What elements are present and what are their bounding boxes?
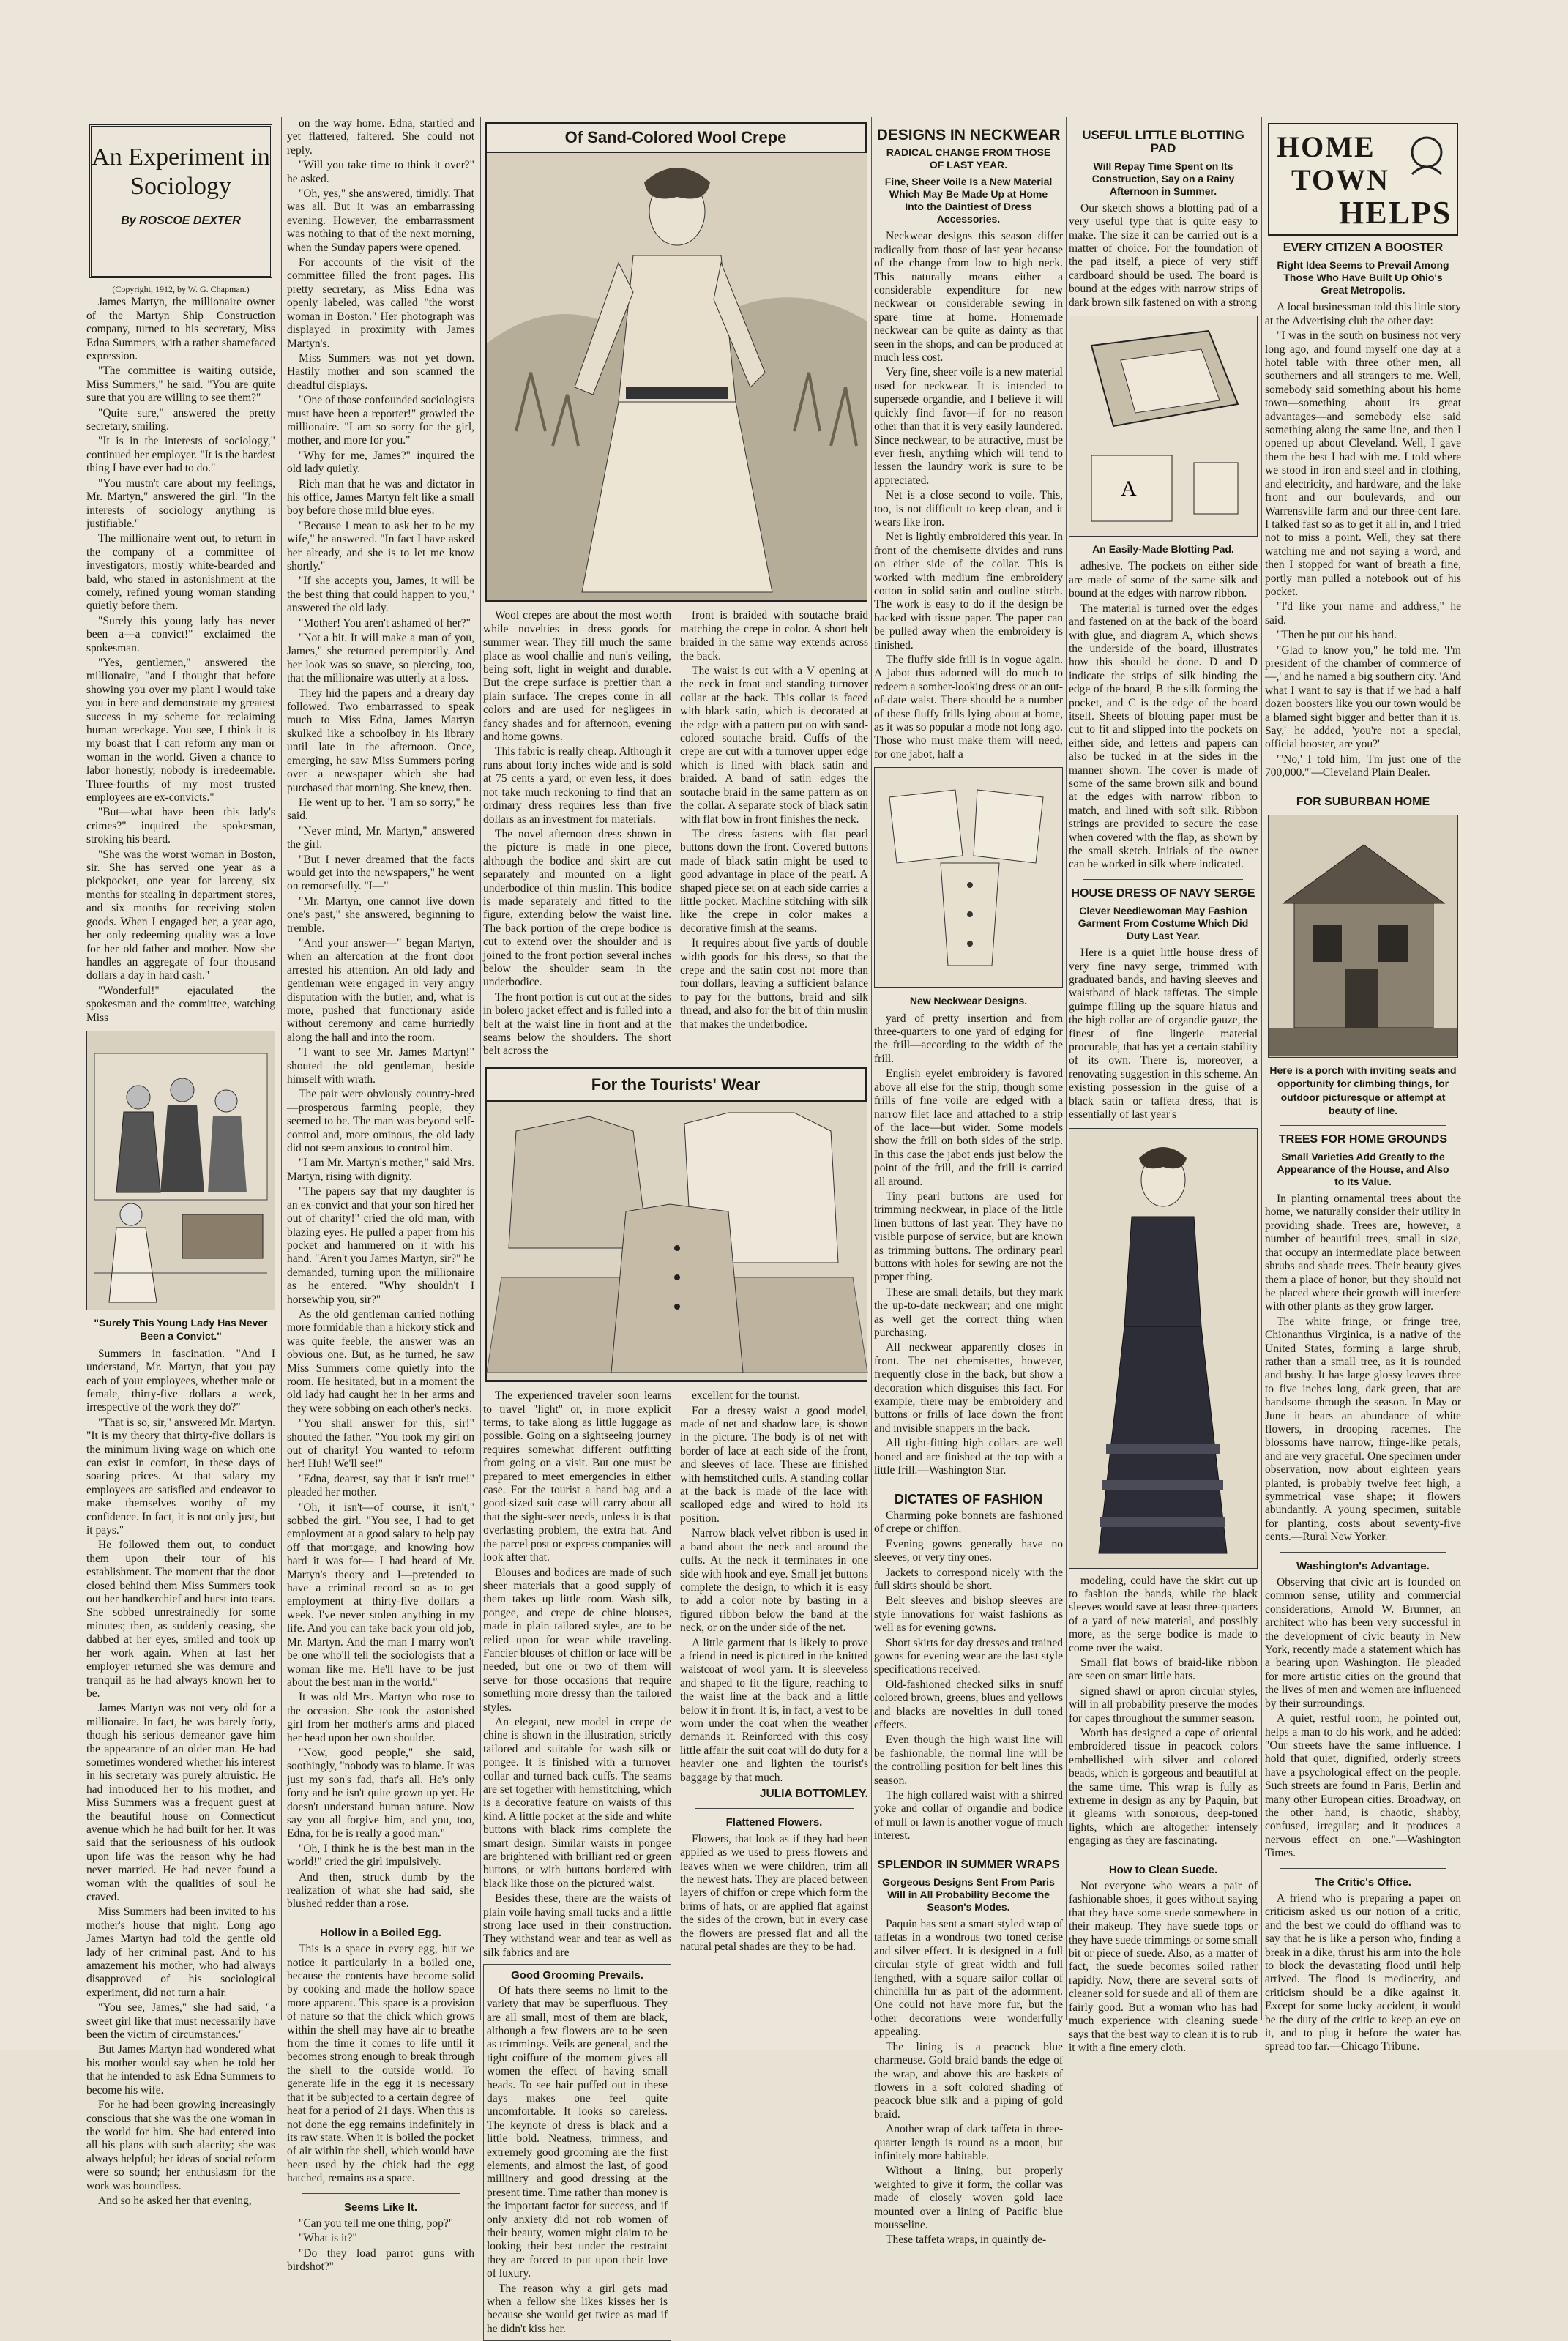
paragraph: All tight-fitting high collars are well boned and are finished at the top with a little frill.—Washington Star. xyxy=(874,1437,1063,1477)
home-town-helps-masthead xyxy=(1268,123,1458,236)
paragraph: Besides these, there are the waists of plain voile having small tucks and a little strong lace used in their construction. They withstand wear and tear as well as silk fabrics and are xyxy=(483,1892,671,1959)
booster-subheading: Right Idea Seems to Prevail Among Those Who Have Built Up Ohio's Great Metropolis. xyxy=(1277,259,1449,296)
paragraph: "Do they load parrot guns with birdshot?" xyxy=(287,2247,474,2274)
paragraph: For a dressy waist a good model, made of net and shadow lace, is shown in the picture. The body is of net with border of lace at each side of the front, and sleeves of lace. These are finished with hemstitched cuffs. A standing collar at the back is made of the lace with scalloped edge and wired to hold its position. xyxy=(680,1404,868,1525)
paragraph: Even though the high waist line will be fashionable, the normal line will be the controlling position for belt lines this season. xyxy=(874,1733,1063,1787)
paragraph: "But I never dreamed that the facts would get into the newspapers," he went on remorsefully. "I—" xyxy=(287,853,474,893)
paragraph: "It is in the interests of sociology," continued her employer. "It is the hardest thing I have ever had to do." xyxy=(86,435,275,475)
paragraph: "Oh, I think he is the best man in the world!" cried the girl impulsively. xyxy=(287,1842,474,1869)
paragraph: The white fringe, or fringe tree, Chionanthus Virginica, is a native of the United States, forming a large shrub, rather than a small tree, as it is rounded and bushy. It has large glossy leaves three to five inches long, dark green, that are handsome through the season. In May or June it bears an abundance of white flowers, in drooping racemes. The blossoms have narrow, fringe-like petals, and are very graceful. One specimen under observation, now about eighteen years planted, is probably twelve feet high, a symmetrical vase shape; it flowers abundantly. A young specimen, suitable for planting, costs about seventy-five cents.—Rural New Yorker. xyxy=(1265,1315,1461,1544)
paragraph: It requires about five yards of double width goods for this dress, so that the crepe and the satin cost not more than four dollars, leaving a sufficient balance to pay for the buttons, braid and silk thread, and also for the bit of thin muslin that makes the underbodice. xyxy=(680,937,868,1031)
paragraph: "Surely this young lady has never been a—a convict!" exclaimed the spokesman. xyxy=(86,614,275,654)
column-rule xyxy=(1261,117,1262,2020)
suburban-house-illustration xyxy=(1268,815,1458,1058)
paragraph: Blouses and bodices are made of such sheer materials that a good supply of them takes up little room. Wash silk, pongee, and crepe de chine blouses, made in plain tailored styles, are to be relied upon for wear while traveling. Fancier blouses of chiffon or lace will be needed, but one or two of them will serve for those occasions that require something more dressy than the tailored styles. xyxy=(483,1566,671,1714)
story-illustration xyxy=(86,1031,275,1310)
paragraph: The waist is cut with a V opening at the neck in front and standing turnover collar at the back. This collar is faced with black satin, which is decorated at the edge with a pattern put on with sand-colored soutache braid. Cuffs of the crepe are cut with a turnover upper edge which is lined with black satin and braided. A band of satin edges the soutache braid in the same pattern as on the collar. A separate stock of black satin with flat bow in front finishes the neck. xyxy=(680,665,868,826)
column-sociology-story xyxy=(86,117,275,2207)
column-rule xyxy=(1066,117,1067,2020)
fashion-author: JULIA BOTTOMLEY. xyxy=(759,1788,868,1800)
divider xyxy=(1280,1868,1446,1869)
paragraph: The lining is a peacock blue charmeuse. Gold braid bands the edge of the wrap, and above this are baskets of flowers in a soft colored shading of peacock blue silk and a piping of gold braid. xyxy=(874,2040,1063,2121)
svg-text:A: A xyxy=(1121,477,1137,501)
paragraph: The fluffy side frill is in vogue again. A jabot thus adorned will do much to redeem a somber-looking dress or an out-of-date waist. There should be a number of these fluffy frills lying about at home, as it was so popular a mode not long ago. Those who must make them will need, for one jabot, half a xyxy=(874,654,1063,761)
paragraph: "Not a bit. It will make a man of you, James," she returned peremptorily. And her look was so suave, so piercing, too, that the millionaire was utterly at a loss. xyxy=(287,632,474,685)
seems-heading: Seems Like It. xyxy=(343,2200,418,2214)
paragraph: "She was the worst woman in Boston, sir. She has served one year as a pickpocket, one year for larceny, six months for stealing in department stores, and six months for receiving stolen goods. When I engaged her, a year ago, her only redeeming quality was a love for her old father and mother. Now she handles an aggregate of four thousand dollars a day in hard cash." xyxy=(86,848,275,982)
paragraph: He followed them out, to conduct them upon their tour of his establishment. The moment that the door closed behind them Miss Summers took out her handkerchief and burst into tears. She sobbed unrestrainedly for some minutes; then, as suddenly ceasing, she dabbed at her eyes, smiled and took up her work again. When at last her employer returned she was demure and tranquil as he had always known her to be. xyxy=(86,1539,275,1700)
paragraph: Net is lightly embroidered this year. In front of the chemisette divides and runs on either side of the collar. This is worked with medium fine embroidery cotton in solid satin and outline stitch. The work is easy to do if the design be backed with tissue paper. The paper can be pulled away when the embroidery is finished. xyxy=(874,531,1063,651)
tourist-heading: For the Tourists' Wear xyxy=(487,1069,865,1102)
paragraph: "Quite sure," answered the pretty secretary, smiling. xyxy=(86,406,275,433)
paragraph: adhesive. The pockets on either side are made of some of the same silk and bound at the edges with narrow ribbon. xyxy=(1069,560,1258,600)
blotting-subheading: Will Repay Time Spent on Its Construction, Say on a Rainy Afternoon in Summer. xyxy=(1091,160,1235,197)
wraps-subheading: Gorgeous Designs Sent From Paris Will in All Probability Become the Season's Modes. xyxy=(882,1876,1055,1914)
paragraph: Charming poke bonnets are fashioned of crepe or chiffon. xyxy=(874,1509,1063,1536)
blotting-caption: An Easily-Made Blotting Pad. xyxy=(1092,543,1234,556)
paragraph: Net is a close second to voile. This, too, is not difficult to keep clean, and it wears like iron. xyxy=(874,489,1063,529)
paragraph: "Why for me, James?" inquired the old lady quietly. xyxy=(287,449,474,476)
paragraph: "Mr. Martyn, one cannot live down one's past," she answered, beginning to tremble. xyxy=(287,895,474,935)
paragraph: "That is so, sir," answered Mr. Martyn. "It is my theory that thirty-five dollars is the minimum living wage on which one can exist in comfort, in these days of soaring prices. At that salary my employees are satisfied and endeavor to make themselves worthy of my confidence. In fact, it is not only just, but it pays." xyxy=(86,1416,275,1537)
paragraph: "The committee is waiting outside, Miss Summers," he said. "You are quite sure that you are willing to see them?" xyxy=(86,365,275,405)
paragraph: He went up to her. "I am so sorry," he said. xyxy=(287,796,474,823)
story-title-box xyxy=(89,124,272,278)
paragraph: It was old Mrs. Martyn who rose to the occasion. She took the astonished girl from her mother's arms and placed her head upon her own shoulder. xyxy=(287,1691,474,1744)
tourist-text xyxy=(483,1389,868,2341)
suburban-heading: FOR SUBURBAN HOME xyxy=(1296,795,1430,808)
paragraph: And so he asked her that evening, xyxy=(98,2194,252,2207)
critic-heading: The Critic's Office. xyxy=(1315,1875,1411,1889)
wool-text-left xyxy=(483,609,671,1059)
column-rule xyxy=(480,117,481,2020)
paragraph: Miss Summers had been invited to his mother's house that night. Long ago James Martyn had told the gentle old lady of her criminal past. And to his amazement his mother, who had always disapproved of his sociological experiment, did not turn a hair. xyxy=(86,1905,275,1999)
column-rule xyxy=(281,117,282,2020)
paragraph: "I am Mr. Martyn's mother," said Mrs. Martyn, rising with dignity. xyxy=(287,1157,474,1183)
grooming-heading: Good Grooming Prevails. xyxy=(511,1969,643,1982)
paragraph: The reason why a girl gets mad when a fellow she likes kisses her is because she would get twice as mad if he didn't kiss her. xyxy=(487,2282,668,2335)
navy-dress-illustration xyxy=(1069,1128,1258,1569)
dictates-heading: DICTATES OF FASHION xyxy=(894,1492,1043,1507)
illustration-caption: "Surely This Young Lady Has Never Been a Convict." xyxy=(94,1316,268,1343)
wool-crepe-feature xyxy=(485,122,867,602)
divider xyxy=(695,1808,854,1809)
story-copyright: (Copyright, 1912, by W. G. Chapman.) xyxy=(112,284,250,294)
divider xyxy=(1083,879,1243,880)
paragraph: "Wonderful!" ejaculated the spokesman and the committee, watching Miss xyxy=(86,984,275,1024)
column-neckwear xyxy=(874,117,1063,2247)
tourist-feature xyxy=(485,1067,867,1382)
paragraph: Observing that civic art is founded on common sense, utility and commercial considerations, Arnold W. Brunner, an architect who has been very successful in the development of civic beauty in New York, recently made a statement which has a bearing upon Washington. He pleaded for more artistic cities on the ground that the lives of men and women are influenced by their surroundings. xyxy=(1265,1576,1461,1710)
column-sociology-continued xyxy=(287,117,474,2274)
paragraph: Without a lining, but properly weighted to give it form, the collar was made of closely woven gold lace mounted over a lining of Pacific blue mousseline. xyxy=(874,2165,1063,2231)
tourist-illustration xyxy=(487,1102,865,1380)
suede-heading: How to Clean Suede. xyxy=(1108,1863,1218,1876)
paragraph: This fabric is really cheap. Although it runs about forty inches wide and is sold at 75 cents a yard, or even less, it does not take much reckoning to find that an ordinary dress requires less than five dollars as an investment for materials. xyxy=(483,745,671,826)
neckwear-caption: New Neckwear Designs. xyxy=(909,995,1028,1007)
blotting-illustration xyxy=(1069,316,1258,537)
paragraph: "Glad to know you," he told me. 'I'm president of the chamber of commerce of —,' and he named a big southern city. 'And what I want to say is that if we had a half dozen boosters like you our town would be a blamed sight bigger and better than it is. Say,' he added, 'you're not a special, official booster, are you?' xyxy=(1265,643,1461,751)
paragraph: A quiet, restful room, he pointed out, helps a man to do his work, and he added: "Our streets have the same influence. I hold that quiet, dignified, orderly streets have a psychological effect on the people. Such streets are found in Paris, Berlin and many other European cities. Broadway, on the other hand, is chaotic, shabby, confused, irregular; and it produces a nervous effect on one."—Washington Times. xyxy=(1265,1712,1461,1860)
ornament-icon xyxy=(1397,130,1456,189)
paragraph: yard of pretty insertion and from three-quarters to one yard of edging for the frill—according to the width of the frill. xyxy=(874,1012,1063,1065)
column-blotting-pad xyxy=(1069,117,1258,2054)
paragraph: "But—what have been this lady's crimes?" inquired the spokesman, stroking his beard. xyxy=(86,806,275,846)
paragraph: The experienced traveler soon learns to travel "light" or, in more explicit terms, to take along as little luggage as possible. Going on a sightseeing journey requires somewhat different outfitting from going on a visit. But one must be prepared to meet emergencies in either case. For the tourist a hand bag and a good-sized suit case will carry about all that the sight-seer needs, unless it is that overlasting problem, the extra hat. And the parcel post or express companies will look after that. xyxy=(483,1389,671,1564)
paragraph: All neckwear apparently closes in front. The net chemisettes, however, frequently close in the back, but show a decoration which disguises this fact. For example, there may be embroidery and buttons or frills of lace down the front and invisible snappers in the back. xyxy=(874,1341,1063,1435)
paragraph: "I'd like your name and address," he said. xyxy=(1265,600,1461,627)
wool-crepe-illustration xyxy=(487,153,865,600)
paragraph: Of hats there seems no limit to the variety that may be superfluous. They are all small, most of them are black, although a few flowers are to be seen as trimmings. Veils are general, and the tight coiffure of the moment gives all women the effect of having small heads. To see hair puffed out in these days makes one feel quite uncomfortable. It looks so careless. The keynote of dress is black and a little bold. Neatness, trimness, and extremely good grooming are the first elements, and almost the last, of good millinery and good dressing at the present time. Time rather than money is the important factor for success, and if only anxiety did not rob women of their beauty, women might claim to be looking their best under the restraint they are forced to put upon their love of luxury. xyxy=(487,1984,668,2280)
paragraph: In planting ornamental trees about the home, we naturally consider their utility in providing shade. Trees are, however, a number of beautiful trees, small in size, that occupy an intermediate place between shrubs and shade trees. Their beauty gives them a place of honor, but they should not be placed where their growth will interfere with other plants as they grow larger. xyxy=(1265,1192,1461,1313)
tourist-text-right xyxy=(680,1389,868,2341)
egg-heading: Hollow in a Boiled Egg. xyxy=(320,1926,441,1939)
paragraph: "Edna, dearest, say that it isn't true!" pleaded her mother. xyxy=(287,1472,474,1499)
paragraph: An elegant, new model in crepe de chine is shown in the illustration, strictly tailored and suitable for wash silk or pongee. It is finished with a turnover collar and turned back cuffs. The seams are set together with hemstitching, which is a decorative feature on waists of this kind. A little pocket at the side and white buttons with black rims complete the smart design. Similar waists in pongee are brightened with brilliant red or green buttons, or with buttons bordered with black like those on the pictured waist. xyxy=(483,1715,671,1890)
neckwear-subheading: RADICAL CHANGE FROM THOSE OF LAST YEAR. xyxy=(886,146,1051,171)
paragraph: These taffeta wraps, in quaintly de- xyxy=(886,2233,1047,2247)
navy-heading: HOUSE DRESS OF NAVY SERGE xyxy=(1071,886,1255,900)
washington-heading: Washington's Advantage. xyxy=(1296,1559,1430,1572)
paragraph: A local businessman told this little story at the Advertising club the other day: xyxy=(1265,301,1461,327)
paragraph: James Martyn, the millionaire owner of the Martyn Ship Construction company, turned to his secretary, Miss Edna Summers, with a rather shamefaced expression. xyxy=(86,296,275,363)
paragraph: "If she accepts you, James, it will be the best thing that could happen to you," answered the old lady. xyxy=(287,575,474,615)
paragraph: The millionaire went out, to return in the company of a committee of investigators, mostly white-bearded and bald, who stared in astonishment at the comely, refined young woman standing quietly before them. xyxy=(86,532,275,613)
egg-text xyxy=(287,1943,474,2185)
paragraph: Evening gowns generally have no sleeves, or very tiny ones. xyxy=(874,1537,1063,1564)
neckwear-heading: DESIGNS IN NECKWEAR xyxy=(876,127,1061,143)
paragraph: "'No,' I told him, 'I'm just one of the 700,000.'"—Cleveland Plain Dealer. xyxy=(1265,753,1461,780)
paragraph: Miss Summers was not yet down. Hastily mother and son scanned the dreadful displays. xyxy=(287,351,474,392)
paragraph: Worth has designed a cape of oriental embroidered tissue in peacock colors embellished with silver and colored beads, which is gorgeous and beautiful at the same time. This wrap is fully as extreme in design as any by Paquin, but it gleams with sonorous, deep-toned lights, which are altogether intensely engaging as they are fascinating. xyxy=(1069,1726,1258,1848)
paragraph: "I was in the south on business not very long ago, and found myself one day at a hotel table with three other men, all southerners and all strangers to me. Well, somebody said something about his home town—something about its great advantages—and somebody else said something along the same line, and then I opened up about Cleveland. Well, I gave them the best I had with me. I told where we stood in iron and steel and in clothing, and electricity, and hardware, and the lake front and our boulevards, and our Warrensville farm and our three-cent fare. I talked fast so as to get it all in, and I tried not to miss a point. Well, they sat there watching me and not saying a word, and then I stopped for want of breath a fine, portly man pulled a notebook out of his pocket. xyxy=(1265,329,1461,598)
paragraph: They hid the papers and a dreary day followed. Two embarrassed to speak much to Miss Edna, James Martyn skulked like a schoolboy in his library until late in the afternoon. Once, emerging, he saw Miss Summers poring over a newspaper which she had purchased that morning. She knew, then. xyxy=(287,687,474,794)
paragraph: Tiny pearl buttons are used for trimming neckwear, in place of the little linen buttons of last year. They have no visible purpose of service, but are known as trimming buttons. The ordinary pearl buttons with holes for sewing are not the proper thing. xyxy=(874,1190,1063,1284)
divider xyxy=(1280,1552,1446,1553)
seems-text xyxy=(287,2217,474,2274)
paragraph: Another wrap of dark taffeta in three-quarter length is round as a moon, but infinitely more habitable. xyxy=(874,2123,1063,2162)
paragraph: "Now, good people," she said, soothingly, "nobody was to blame. It was just my son's fad, that's all. He's only forty and he isn't quite grown up yet. He doesn't understand human nature. Now say you all forgive him, and you, too, Edna, for he is really a good man." xyxy=(287,1746,474,1840)
paragraph: excellent for the tourist. xyxy=(692,1389,801,1403)
paragraph: "Can you tell me one thing, pop?" xyxy=(299,2217,454,2230)
column-home-town-helps xyxy=(1265,117,1461,2053)
paragraph: For he had been growing increasingly conscious that she was the one woman in the world for him. She had entered into all his plans with such alacrity; she was always helpful; her ideas of social reform were so sound; her enthusiasm for the work was boundless. xyxy=(86,2099,275,2192)
divider xyxy=(1280,1125,1446,1126)
masthead-line-3: HELPS xyxy=(1339,195,1452,231)
paragraph: on the way home. Edna, startled and yet flattered, faltered. She could not reply. xyxy=(287,117,474,157)
paragraph: Small flat bows of braid-like ribbon are seen on smart little hats. xyxy=(1069,1656,1258,1683)
paragraph: Not everyone who wears a pair of fashionable shoes, it goes without saying that they have some suede somewhere in their makeup. They have suede tops or they have suede trimmings or some small bit or piece of suede. Also, as a matter of fact, the suede becomes soiled rather rapidly. Now, there are several sorts of cleaner sold for suede and all of them are fairly good. But a woman who has had much experience with cleaning suede says that the best way to clean it is to rub it with a fine emery cloth. xyxy=(1069,1880,1258,2054)
paragraph: "Because I mean to ask her to be my wife," he answered. "In fact I have asked her already, and she is to let me know shortly." xyxy=(287,519,474,572)
paragraph: "You shall answer for this, sir!" shouted the father. "You took my girl on out of charity! You wanted to reform her! Huh! We'll see!" xyxy=(287,1417,474,1471)
paragraph: "Mother! You aren't ashamed of her?" xyxy=(299,616,471,630)
paragraph: Short skirts for day dresses and trained gowns for evening wear are the last style specifications received. xyxy=(874,1636,1063,1676)
paragraph: "You see, James," she had said, "a sweet girl like that must necessarily have been the victim of circumstances." xyxy=(86,2001,275,2042)
story-title: An Experiment in Sociology xyxy=(92,143,270,200)
story-text xyxy=(86,296,275,1025)
story-text-continued xyxy=(86,1348,275,2209)
paragraph: "The papers say that my daughter is an ex-convict and that your son hired her out of charity!" cried the old man, with blazing eyes. He pulled a paper from his pocket and hammered on it with his hand. "Aren't you James Martyn, sir?" he demanded, turning upon the millionaire as he entered. "Why shouldn't I horsewhip you, sir?" xyxy=(287,1185,474,1306)
paragraph: A little garment that is likely to prove a friend in need is pictured in the knitted waistcoat of wool yarn. It is sleeveless and shaped to fit the figure, reaching to the waist line at the back and a little below it in front. It is, in fact, a vest to be worn under the coat when the weather demands it. Reinforced with this cosy little affair the suit coat will do duty for a heavier one and lighten the tourist's baggage by that much. xyxy=(680,1636,868,1784)
paragraph: But James Martyn had wondered what his mother would say when he told her that he intended to ask Edna Summers to become his wife. xyxy=(86,2043,275,2097)
suburban-caption: Here is a porch with inviting seats and opportunity for climbing things, for outdoor picturesque or attempt at beauty of line. xyxy=(1269,1064,1457,1117)
paragraph: These are small details, but they mark the up-to-date neckwear; and one might as well get the correct thing when purchasing. xyxy=(874,1285,1063,1339)
paragraph: The novel afternoon dress shown in the picture is made in one piece, although the bodice and skirt are cut separately and mounted on a light underbodice of thin muslin. This bodice is made separately and fitted to the figure, extending below the waist line. The back portion of the crepe bodice is cut to extend over the shoulder and is joined to the front portion several inches below the shoulder seam in the underbodice. xyxy=(483,827,671,989)
paragraph: The pair were obviously country-bred—prosperous farming people, they seemed to be. The man was beyond self-control and, more ominous, the old lady did not seem anxious to control him. xyxy=(287,1088,474,1155)
paragraph: Here is a quiet little house dress of very fine navy serge, trimmed with graduated bands, and having sleeves and waistband of black taffetas. The simple guimpe filling up the square hiatus and the high collar are of organdie gauze, the finest of fine lingerie material procurable, that has yet a certain stability of its own. There is, moreover, a renovating suggestion in this scheme. An existing possession in the guise of a black satin or taffeta dress, that is essentially of last year's xyxy=(1069,947,1258,1121)
column-fashion xyxy=(483,117,868,2335)
paragraph: Narrow black velvet ribbon is used in a band about the neck and around the cuffs. At the neck it terminates in one side with hook and eye. Small jet buttons complete the design, to which it is easy to add a color note by basting in a figured ribbon below the band at the neck, or on the under side of the net. xyxy=(680,1527,868,1635)
story-text xyxy=(287,117,474,1911)
paragraph: The dress fastens with flat pearl buttons down the front. Covered buttons made of black satin might be used to good advantage in place of the pearl. A shaped piece set on at each side carries a little pocket. Machine stitching with silk like the crepe in color makes a decorative finish at the seams. xyxy=(680,827,868,935)
navy-subheading: Clever Needlewoman May Fashion Garment From Costume Which Did Duty Last Year. xyxy=(1078,905,1249,942)
flowers-heading: Flattened Flowers. xyxy=(725,1816,823,1829)
paragraph: As the old gentleman carried nothing more formidable than a hickory stick and was quite feeble, the answer was an obvious one. But, as he turned, he saw Miss Summers come quietly into the room. He hesitated, but in a moment the old lady had caught her in her arms and they were sobbing on each other's necks. xyxy=(287,1307,474,1415)
paragraph: For accounts of the visit of the committee filled the front pages. His pretty secretary, as Miss Edna was openly labeled, was called "the worst woman in Boston." Her photograph was displayed in proximity with James Martyn's. xyxy=(287,256,474,350)
paragraph: Old-fashioned checked silks in snuff colored brown, greens, blues and yellows and blacks are novelties in dull toned effects. xyxy=(874,1678,1063,1731)
paragraph: Wool crepes are about the most worth while novelties in dress goods for summer wear. They fill much the same place as wool challie and nun's veiling, being soft, light in weight and durable. But the crepe surface is prettier than a plain surface. The crepes come in all colors and are used for negligees in fancy shades and for afternoon, evening and home gowns. xyxy=(483,609,671,744)
paragraph: "I want to see Mr. James Martyn!" shouted the old gentleman, beside himself with wrath. xyxy=(287,1046,474,1086)
neckwear-illustration xyxy=(874,767,1063,988)
paragraph: Our sketch shows a blotting pad of a very useful type that is quite easy to make. The size it can be carried out is a matter of choice. For the foundation of the pad itself, a piece of very stiff cardboard should be used. The board is bound at the edges with narrow strips of dark brown silk fastened on with a strong xyxy=(1069,201,1258,309)
paragraph: Rich man that he was and dictator in his office, James Martyn felt like a small boy before those mild blue eyes. xyxy=(287,477,474,518)
paragraph: The material is turned over the edges and fastened on at the back of the board with glue, and diagram A, which shows the underside of the board, illustrates how this should be done. D and D indicate the strips of silk binding the edge of the board, B the silk forming the pocket, and C is the edge of the board itself. Sheets of blotting paper must be cut to fit and slipped into the pockets on either side, and letters and papers can also be tucked in at the sides in the manner shown. The cover is made of some of the same brown silk and bound at the edges with narrow ribbon to match, and lined with soft silk. Ribbon strings are provided to secure the case when covered with the flap, as shown by the small sketch. Initials of the owner can be worked in silk where indicated. xyxy=(1069,602,1258,871)
paragraph: Summers in fascination. "And I understand, Mr. Martyn, that you pay each of your employees, whether male or female, thirty-five dollars a week, irrespective of the work they do?" xyxy=(86,1347,275,1414)
paragraph: English eyelet embroidery is favored above all else for the strip, though some frills of fine voile are edged with a narrow filet lace and attached to a strip of the lace—but wider. Some models show the frill on both sides of the strip. In this case the jabot ends just below the point of the frill, and the frill is carried all around. xyxy=(874,1067,1063,1188)
story-byline: By ROSCOE DEXTER xyxy=(121,214,241,227)
paragraph: Very fine, sheer voile is a new material used for neckwear. It is intended to supersede organdie, and I believe it will quickly find favor—if for no reason other than that it is very easily laundered. Since neckwear, to be attractive, must be ever fresh, anything which will tend to lessen the laundry work is sure to be appreciated. xyxy=(874,366,1063,487)
blotting-heading: USEFUL LITTLE BLOTTING PAD xyxy=(1082,128,1244,156)
paragraph: A friend who is preparing a paper on criticism asked us our notion of a critic, and the best we could do offhand was to say that he is like a person who, finding a break in a dike, thrust his arm into the hole to block the devastating flood until help arrived. The flood is mediocrity, and criticism should be a dike against it. Except for some lucky accident, it would be the duty of the critic to keep an eye on it, and to plug it before the water has spread too far.—Chicago Tribune. xyxy=(1265,1892,1461,2053)
divider xyxy=(302,2193,460,2194)
paragraph: Flowers, that look as if they had been applied as we used to press flowers and leaves when we were children, trim all the newest hats. They are placed between layers of chiffon or crepe which form the brims of hats, or are applied flat against the sides of the crown, but in every case the flowers are pressed flat and all the natural petal shades are they to be had. xyxy=(680,1832,868,1954)
masthead-line-2: TOWN xyxy=(1291,163,1389,196)
paragraph: "Oh, yes," she answered, timidly. That was all. But it was an embarrassing evening. However, the embarrassment was nothing to that of the next morning, when the Sunday papers were opened. xyxy=(287,187,474,254)
paragraph: This is a space in every egg, but we notice it particularly in a boiled one, because the contents have become solid by cooking and made the hollow space more apparent. This space is a provision of nature so that the chick which grows within the shell may have air to breathe from the time it comes to life until it becomes strong enough to break through the shell to the outside world. To generate life in the egg it is necessary that it be subjected to a certain degree of heat for a period of 21 days. When this is not done the egg remains indefinitely in its raw state. When it is boiled the pocket of air within the shell, which would have been used by the chick had the egg hatched, remains as a space. xyxy=(287,1943,474,2185)
trees-subheading: Small Varieties Add Greatly to the Appearance of the House, and Also to Its Value. xyxy=(1277,1151,1449,1188)
paragraph: Paquin has sent a smart styled wrap of taffetas in a wondrous two toned cerise and silver effect. It is designed in a full circular style of great width and full lengthed, with a square sailor collar of chinchilla fur as part of the adornment. One could not have more fur, but the other decorations were wonderfully appealing. xyxy=(874,1918,1063,2039)
paragraph: "What is it?" xyxy=(299,2232,357,2245)
masthead-line-1: HOME xyxy=(1277,130,1375,163)
paragraph: front is braided with soutache braid matching the crepe in color. A short belt braided in the same way extends across the back. xyxy=(680,609,868,662)
paragraph: The high collared waist with a shirred yoke and collar of organdie and bodice of mull or lawn is another vogue of much interest. xyxy=(874,1789,1063,1842)
paragraph: "Then he put out his hand. xyxy=(1277,629,1397,642)
paragraph: Jackets to correspond nicely with the full skirts should be short. xyxy=(874,1566,1063,1592)
wool-crepe-heading: Of Sand-Colored Wool Crepe xyxy=(487,124,865,153)
paragraph: Neckwear designs this season differ radically from those of last year because of the change from low to high neck. This naturally means either a considerable expenditure for new neckwear or considerable sewing in spare time at home. Homemade neckwear can be quite as dainty as that seen in the shops, and can be produced at much less cost. xyxy=(874,230,1063,365)
trees-heading: TREES FOR HOME GROUNDS xyxy=(1278,1132,1448,1146)
wool-text-right xyxy=(680,609,868,1059)
paragraph: "One of those confounded sociologists must have been a reporter!" growled the millionaire. "I am so sorry for the girl, mother, and more for you." xyxy=(287,394,474,447)
paragraph: The front portion is cut out at the sides in bolero jacket effect and is fulled into a belt at the waist line in front and at the seams below the shoulders. The short belt across the xyxy=(483,990,671,1058)
paragraph: And then, struck dumb by the realization of what she had said, she blushed redder than a rose. xyxy=(287,1870,474,1911)
column-rule xyxy=(871,117,872,2020)
paragraph: "Will you take time to think it over?" he asked. xyxy=(287,159,474,185)
paragraph: James Martyn was not very old for a millionaire. In fact, he was barely forty, though his serious demeanor gave him the appearance of an older man. He had sometimes wondered whether his interest in his secretary was purely altruistic. He had introduced her to his mother, and Miss Summers was a frequent guest at the beautiful house on Connecticut avenue which he had built for her. It was said that the seriousness of his outlook upon life was the reason why he had never married. He had never found a woman with the qualities of soul he craved. xyxy=(86,1702,275,1903)
neckwear-deck: Fine, Sheer Voile Is a New Material Which May Be Made Up at Home Into the Daintiest of Dress Accessories. xyxy=(884,176,1053,225)
paragraph: "Oh, it isn't—of course, it isn't," sobbed the girl. "You see, I had to get employment at a good salary to help pay off that mortgage, and knowing how hard it was for— I had heard of Mr. Martyn's theory and I—pretended to have a criminal record so as to get employment at thirty-five dollars a week. I've never stolen anything in my life. And you can take back your old job, Mr. Martyn. And the man I marry won't be one who'll tell the sociologists that a woman like me. He'll have to be just about the best man in the world." xyxy=(287,1501,474,1689)
wraps-heading: SPLENDOR IN SUMMER WRAPS xyxy=(877,1858,1060,1871)
paragraph: signed shawl or apron circular styles, will in all probability preserve the modes for capes throughout the summer season. xyxy=(1069,1684,1258,1725)
paragraph: Belt sleeves and bishop sleeves are style innovations for waist fashions as well as for evening gowns. xyxy=(874,1594,1063,1635)
booster-heading: EVERY CITIZEN A BOOSTER xyxy=(1283,242,1444,254)
paragraph: "You mustn't care about my feelings, Mr. Martyn," answered the girl. "In the interests of sociology anything is justifiable." xyxy=(86,477,275,530)
grooming-box xyxy=(483,1964,671,2341)
paragraph: modeling, could have the skirt cut up to fashion the bands, while the black sleeves would save at least three-quarters of a yard of new material, and possibly more, as the serge bodice is made to come over the waist. xyxy=(1069,1574,1258,1654)
tourist-text-left xyxy=(483,1389,671,2341)
paragraph: "And your answer—" began Martyn, when an altercation at the front door arrested his attention. An old lady and gentleman were engaged in very angry disputation with the butler, and, what is more, pushed that functionary aside without ceremony and came hurriedly along the hall and into the room. xyxy=(287,936,474,1044)
paragraph: "Never mind, Mr. Martyn," answered the girl. xyxy=(287,824,474,851)
paragraph: "Yes, gentlemen," answered the millionaire, "and I thought that before showing you over my plant I would take you in here and demonstrate my greatest success in my scheme for reclaiming human wreckage. You see, I think it is my boast that I can reform any man or woman in the world. Given a chance to labor honestly, nobody is irredeemable. Three-fourths of my most trusted employees are ex-convicts." xyxy=(86,656,275,804)
wool-crepe-text xyxy=(483,609,868,1059)
